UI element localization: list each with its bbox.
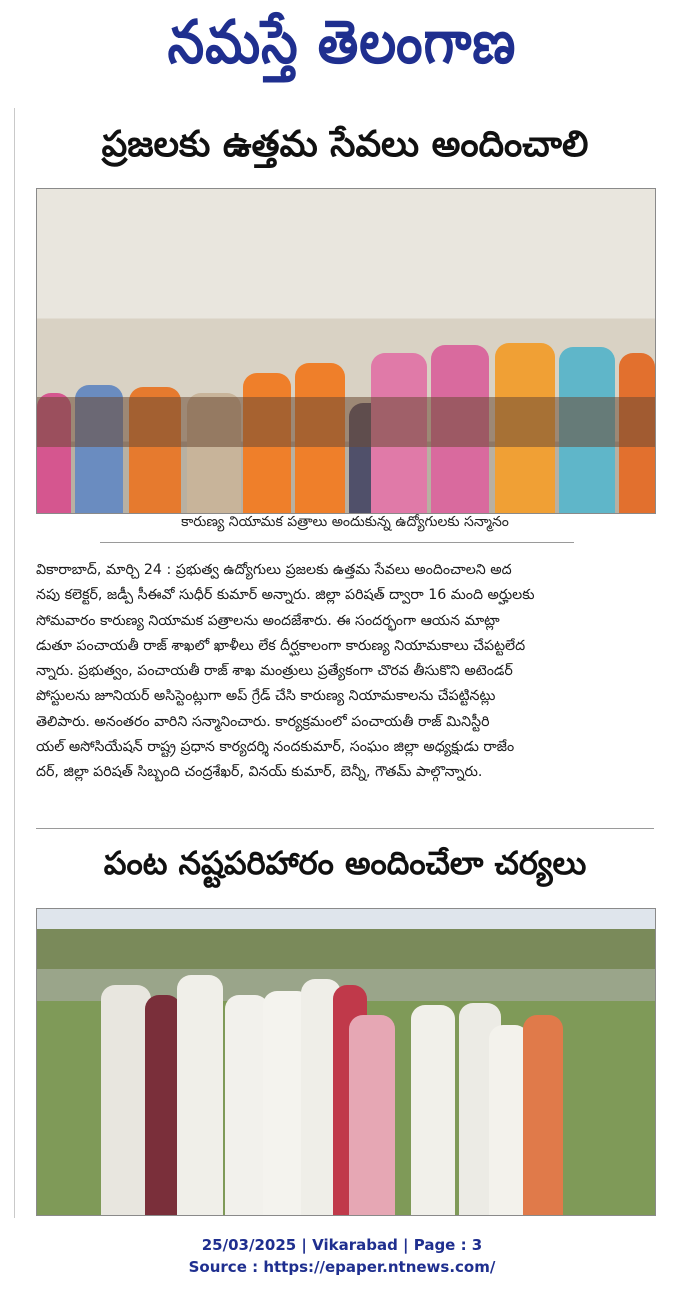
photo-person [177,975,223,1215]
photo-person [523,1015,563,1215]
photo-person [411,1005,455,1215]
body-line: డుతూ పంచాయతీ రాజ్ శాఖలో ఖాళీలు లేక దీర్ఘకాలంగా కారుణ్య నియామకాలు చేపట్టలేద [36,637,526,654]
newspaper-title: నమస్తే తెలంగాణ [167,8,517,78]
article2-photo [36,908,656,1216]
body-line: న్నారు. ప్రభుత్వం, పంచాయతీ రాజ్ శాఖ మంత్రులు ప్రత్యేకంగా చొరవ తీసుకొని అటెండర్ [36,663,513,680]
body-line: దర్, జిల్లా పరిషత్ సిబ్బంది చంద్రశేఖర్, వినయ్ కుమార్, బెన్నీ, గౌతమ్ పాల్గొన్నారు. [36,764,483,781]
article2-headline: పంట నష్టపరిహారం అందించేలా చర్యలు [103,844,587,882]
body-line: సోమవారం కారుణ్య నియామక పత్రాలను అందజేశారు. ఈ సందర్భంగా ఆయన మాట్లా [36,612,500,629]
column-rule [14,108,15,1218]
article-divider [36,828,654,829]
article1-headline: ప్రజలకు ఉత్తమ సేవలు అందించాలి [101,124,589,165]
photo-person [101,985,151,1215]
article1-body [36,558,654,786]
masthead [0,0,684,100]
body-line: యల్ అసోసియేషన్ రాష్ట్ర ప్రధాన కార్యదర్శి నందకుమార్, సంఘం జిల్లా అధ్యక్షుడు రాజేం [36,739,515,756]
photo-treeline [37,929,655,969]
article1-photo-caption: కారుణ్య నియామక పత్రాలు అందుకున్న ఉద్యోగులకు సన్మానం [181,514,509,530]
footer-dateline: 25/03/2025 | Vikarabad | Page : 3 [201,1236,483,1254]
body-line: వికారాబాద్, మార్చి 24 : ప్రభుత్వ ఉద్యోగులు ప్రజలకు ఉత్తమ సేవలు అందించాలని అద [36,562,512,578]
body-line: నపు కలెక్టర్, జడ్పీ సీఈవో సుధీర్ కుమార్ అన్నారు. జిల్లా పరిషత్ ద్వారా 16 మంది అర్హులకు [36,587,535,604]
body-line: పోస్టులను జూనియర్ అసిస్టెంట్లుగా అప్ గ్రేడ్ చేసి కారుణ్య నియామకాలను చేపట్టినట్లు [36,688,496,705]
photo-person [145,995,181,1215]
photo-person [349,1015,395,1215]
caption-rule [100,542,574,543]
photo-table [37,397,655,447]
footer-source: Source : https://epaper.ntnews.com/ [188,1258,496,1276]
article1-photo [36,188,656,514]
body-line: తెలిపారు. అనంతరం వారిని సన్మానించారు. కార్యక్రమంలో పంచాయతీ రాజ్ మినిస్టీరి [36,713,490,730]
